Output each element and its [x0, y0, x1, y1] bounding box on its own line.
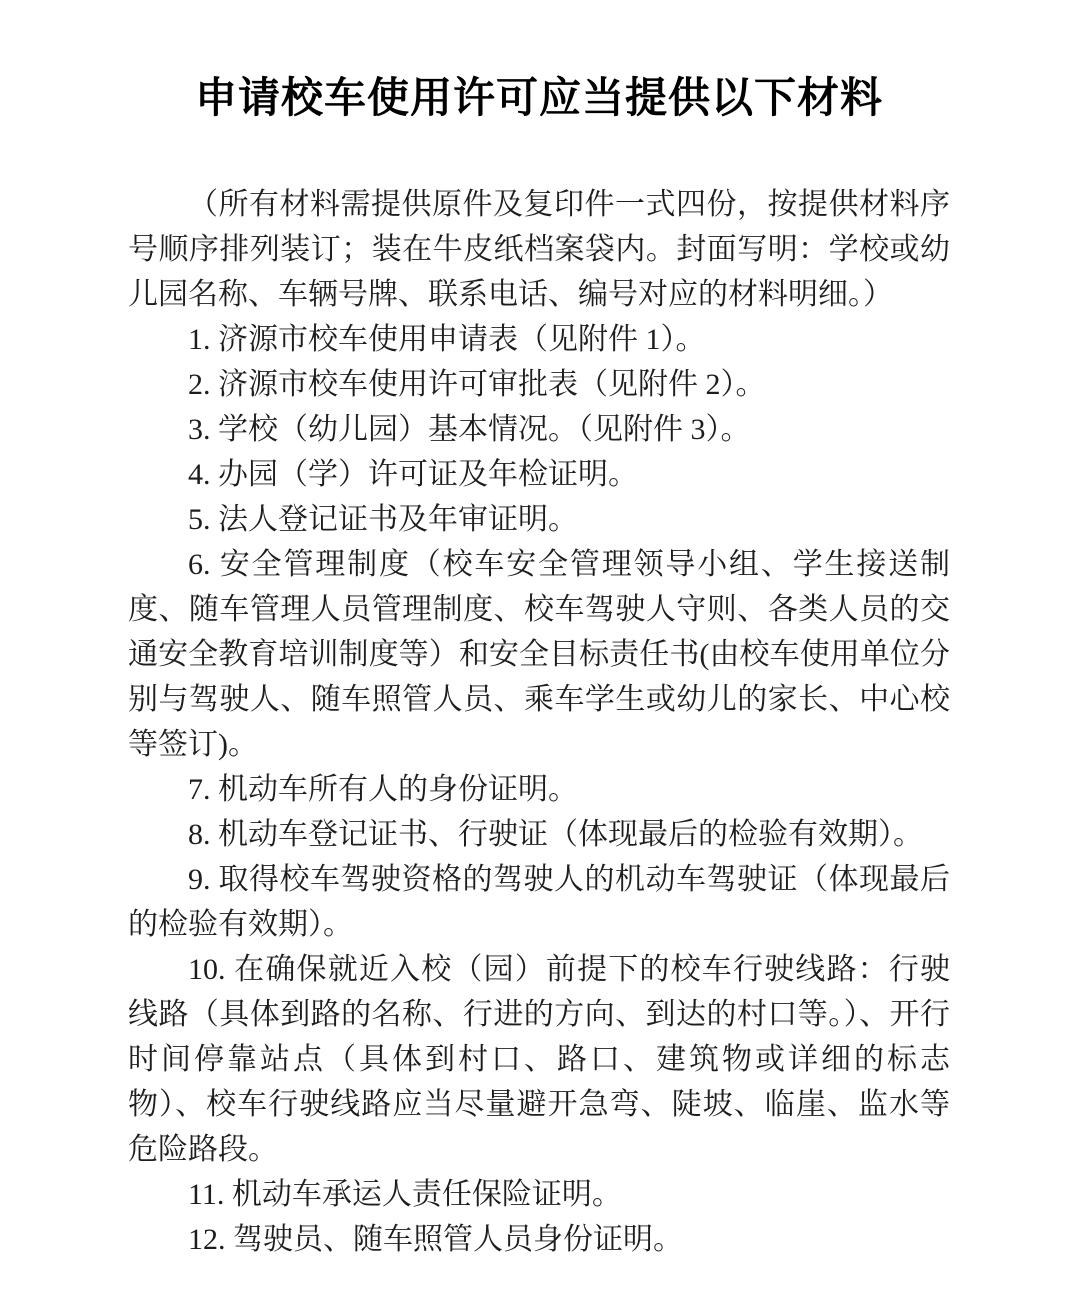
intro-paragraph: （所有材料需提供原件及复印件一式四份，按提供材料序号顺序排列装订；装在牛皮纸档案袋内。封面写明：学校或幼儿园名称、车辆号牌、联系电话、编号对应的材料明细。） — [128, 188, 950, 311]
list-item-5: 5. 法人登记证书及年审证明。 — [188, 503, 578, 536]
list-item-8: 8. 机动车登记证书、行驶证（体现最后的检验有效期）。 — [188, 818, 923, 851]
list-item-6: 6. 安全管理制度（校车安全管理领导小组、学生接送制度、随车管理人员管理制度、校车驾驶人守则、各类人员的交通安全教育培训制度等）和安全目标责任书(由校车使用单位分别与驾驶人、随车照管人员、乘车学生或幼儿的家长、中心校等签订)。 — [128, 548, 950, 761]
list-item-3: 3. 学校（幼儿园）基本情况。（见附件 3）。 — [188, 413, 751, 446]
list-item-1: 1. 济源市校车使用申请表（见附件 1）。 — [188, 323, 706, 356]
list-item-10: 10. 在确保就近入校（园）前提下的校车行驶线路：行驶线路（具体到路的名称、行进的方向、到达的村口等。）、开行时间停靠站点（具体到村口、路口、建筑物或详细的标志物）、校车行驶线路应当尽量避开急弯、陡坡、临崖、监水等危险路段。 — [128, 953, 950, 1166]
list-item-12: 12. 驾驶员、随车照管人员身份证明。 — [188, 1223, 683, 1256]
list-item-11: 11. 机动车承运人责任保险证明。 — [188, 1178, 622, 1211]
document-title: 申请校车使用许可应当提供以下材料 — [194, 74, 883, 121]
list-item-9: 9. 取得校车驾驶资格的驾驶人的机动车驾驶证（体现最后的检验有效期）。 — [128, 863, 950, 941]
list-item-2: 2. 济源市校车使用许可审批表（见附件 2）。 — [188, 368, 766, 401]
list-item-4: 4. 办园（学）许可证及年检证明。 — [188, 458, 638, 491]
list-item-7: 7. 机动车所有人的身份证明。 — [188, 773, 578, 806]
